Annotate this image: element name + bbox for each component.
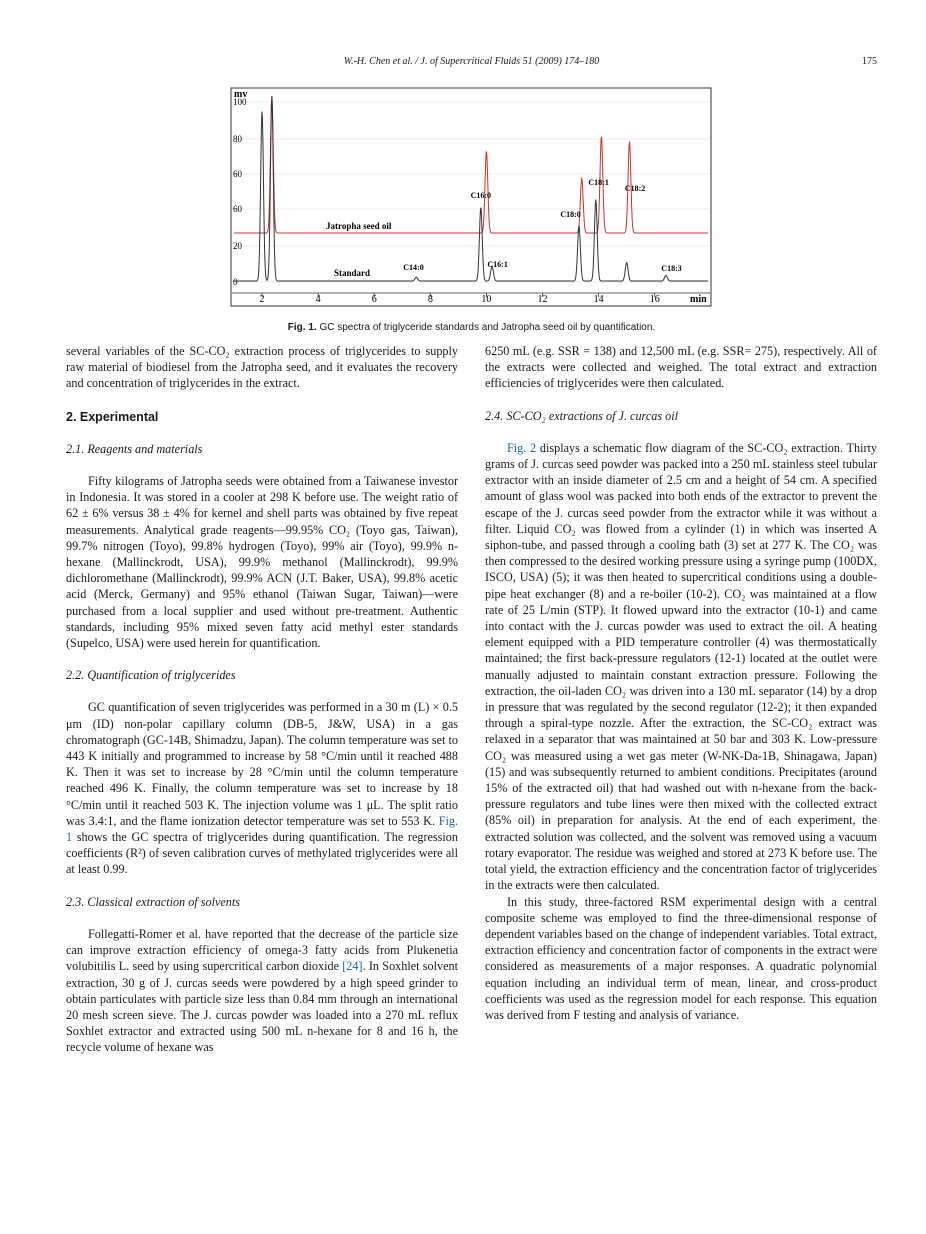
text-span: GC quantification of seven triglycerides was performed in a 30 m (L) × 0.5 μm (ID) non-polar capillary column (DB-5, J&W, USA) in a gas chromatograph (GC-14B, Shimadzu, Japan). The column temperature was set to 443 K initially and programmed to increase by 58 °C/min until it reached 488 K. Then it was set to increase by 28 °C/min until the column temperature reached 496 K. Finally, the column temperature was set to increase by 18 °C/min until it reached 503 K. The injection volume was 1 μL. The split ratio was 3.4:1, and the flame ionization detector temperature was set to 553 K. bbox=[66, 700, 458, 828]
figure-link[interactable]: Fig. 1 bbox=[66, 813, 458, 845]
x-axis-label: min bbox=[690, 294, 707, 305]
peak-label: C18:3 bbox=[661, 264, 682, 273]
y-tick-label: 60 bbox=[233, 169, 242, 179]
paragraph-quantification bbox=[66, 699, 458, 877]
paragraph-classical-end: 6250 mL (e.g. SSR = 138) and 12,500 mL (e.g. SSR= 275), respectively. All of the extracts were collected and weighed. The total extract and extraction efficiencies of triglycerides were then calculated. bbox=[485, 344, 877, 391]
subsection-heading-classical-extraction: 2.3. Classical extraction of solvents bbox=[66, 894, 240, 909]
series-label-jatropha: Jatropha seed oil bbox=[326, 221, 392, 231]
paragraph-sc-co2 bbox=[485, 440, 877, 894]
paragraph-classical-extraction bbox=[66, 926, 458, 1056]
page-number: 175 bbox=[862, 56, 877, 67]
x-tick-label: 8 bbox=[427, 294, 433, 305]
peak-label: C14:0 bbox=[403, 263, 424, 272]
peak-label: C18:1 bbox=[588, 178, 609, 187]
figure-link[interactable]: Fig. 2 bbox=[507, 440, 537, 455]
peak-label: C18:2 bbox=[624, 184, 646, 193]
y-tick-label: 80 bbox=[233, 134, 242, 144]
y-tick-label: 100 bbox=[233, 97, 247, 107]
paragraph-rsm: In this study, three-factored RSM experimental design with a central composite scheme was employed to find the three-dimensional response of dependent variables based on the change of independent variables. Total extract, extraction efficiency and concentration factor of components in the extract were considered as measurements of a major responses. A quadratic polynomial equation including an individual term of mean, linear, and cross-product coefficients was used as the regression model for each response. This equation was derived from F testing and analysis of variance. bbox=[485, 894, 877, 1022]
y-tick-label: 20 bbox=[233, 241, 242, 251]
subsection-heading-quantification: 2.2. Quantification of triglycerides bbox=[66, 668, 236, 683]
x-tick-label: 10 bbox=[481, 294, 492, 305]
y-tick-label: 60 bbox=[233, 204, 242, 214]
text-span: . In Soxhlet solvent extraction, 30 g of J. curcas seeds were powdered by a high speed grinder to obtain particulates with particle size less than 0.84 mm through an international 20 mesh screen sieve. The J. curcas powder was loaded into a 270 mL reflux Soxhlet extractor and extracted using 500 mL n-hexane for 8 and 16 h, the recycle volume of hexane was bbox=[66, 959, 459, 1055]
y-axis-label: mv bbox=[234, 89, 248, 100]
x-tick-label: 6 bbox=[371, 294, 377, 305]
text-span: displays a schematic flow diagram of the SC-CO₂ extraction. Thirty grams of J. curcas seed powder was packed into a 250 mL stainless steel tubular extractor with an inside diameter of 2.5 cm and a height of 54 cm. A specified amount of glass wool was packed into both ends of the extractor to prevent the escape of the J. curcas seed powder from the extractor while it was without a filter. Liquid CO₂ was flowed from a cylinder (1) in which was inserted A siphon-tube, and passed through a cooling bath (3) set at 277 K. The CO₂ was then compressed to the desired working pressure using a syringe pump (100DX, ISCO, USA) (5); it was then heated to supercritical conditions using a double-pipe heat exchanger (8) and a re-boiler (10-2). CO₂ was maintained at a flow rate of 25 L/min (STP). It flowed upward into the extractor (10-1) and came into contact with the J. curcas powder was used to extract the oil. A heating element equipped with a PID temperature controller (4) was thermostatically maintained; the first back-pressure regulators (12-1) located at the outlet were manually adjusted to maintain constant extraction pressure. Following the extraction, the oil-laden CO₂ was driven into a 130 mL separator (14) by a drop in pressure that was regulated by the second regulator (12-2); it then expanded through a spiral-type nozzle. After the extraction, the SC-CO₂ extract was relaxed in a separator that was maintained at 50 bar and 303 K. Low-pressure CO₂ was measured using a wet gas meter (W-NK-Da-1B, Shinagawa, Japan) (15) and was subsequently returned to ambient conditions. Precipitates (around 15% of the extracted oil) that had washed out with n-hexane from the back-pressure regulators and tube lines were then mixed with the collected extract (85% oil) in preparation for analysis. At the end of each experiment, the extracted solution was collected, and the solvent was removed using a vacuum rotary evaporator. The residue was weighed and stored at 273 K before use. The total yield, the extraction efficiency and the concentration factor of triglycerides in the extracts were then calculated. bbox=[485, 440, 878, 893]
section-heading-experimental: 2. Experimental bbox=[66, 409, 159, 424]
journal-citation: W.-H. Chen et al. / J. of Supercritical Fluids 51 (2009) 174–180 bbox=[343, 56, 600, 67]
peak-label: C16:1 bbox=[487, 260, 508, 269]
y-tick-label: 0 bbox=[233, 277, 238, 287]
text-span: Follegatti-Romer et al. have reported that the decrease of the particle size can improve extraction efficiency of omega-3 fatty acids from Plukenetia volubitilis L. seed by using supercritical carbon dioxide bbox=[66, 926, 458, 974]
subsection-heading-reagents: 2.1. Reagents and materials bbox=[66, 441, 203, 456]
x-tick-label: 14 bbox=[593, 294, 604, 305]
caption-text: GC spectra of triglyceride standards and Jatropha seed oil by quantification. bbox=[319, 322, 656, 333]
x-tick-label: 4 bbox=[315, 294, 321, 305]
x-tick-label: 16 bbox=[649, 294, 660, 305]
figure-caption bbox=[66, 322, 877, 333]
gc-chromatogram-chart bbox=[228, 86, 714, 308]
right-column bbox=[485, 343, 877, 1023]
x-tick-label: 12 bbox=[537, 294, 548, 305]
paragraph-intro-end: several variables of the SC-CO₂ extraction process of triglycerides to supply raw material of biodiesel from the Jatropha seed, and it evaluates the recovery and concentration of triglycerides in the extract. bbox=[66, 344, 458, 391]
running-head bbox=[66, 56, 877, 72]
series-label-standard: Standard bbox=[334, 268, 371, 278]
citation-link[interactable]: [24] bbox=[342, 959, 363, 974]
left-column bbox=[66, 343, 458, 1056]
paragraph-reagents: Fifty kilograms of Jatropha seeds were obtained from a Taiwanese investor in Indonesia. It was stored in a cooler at 298 K before use. The weight ratio of 62 ± 6% versus 38 ± 4% for kernel and shell parts was obtained by five repeat measurements. Analytical grade reagents—99.95% CO₂ (Toyo gas, Taiwan), 99.7% nitrogen (Toyo), 99.8% hydrogen (Toyo), 99% air (Toyo), 99.9% n-hexane (Mallinckrodt, USA), 99.9% methanol (Mallinckrodt), 99.9% dichloromethane (Mallinckrodt), 99.9% ACN (J.T. Baker, USA), 99.8% acetic acid (Merck, Germany) and 95% ethanol (Taiwan Sugar, Taiwan)—were purchased from a local supplier and used without pre-treatment. Authentic standards, including 95% mixed seven fatty acid methyl ester standards (Supelco, USA) were used herein for quantification. bbox=[66, 474, 458, 651]
x-tick-label: 2 bbox=[259, 294, 265, 305]
peak-label: C18:0 bbox=[560, 210, 581, 219]
text-span: shows the GC spectra of triglycerides during quantification. The regression coefficients (R²) of seven calibration curves of methylated triglycerides were all at least 0.99. bbox=[66, 830, 458, 877]
subsection-heading-sc-co2: 2.4. SC-CO₂ extractions of J. curcas oil bbox=[485, 408, 679, 423]
caption-label: Fig. 1. bbox=[287, 322, 317, 333]
peak-label: C16:0 bbox=[470, 191, 492, 200]
